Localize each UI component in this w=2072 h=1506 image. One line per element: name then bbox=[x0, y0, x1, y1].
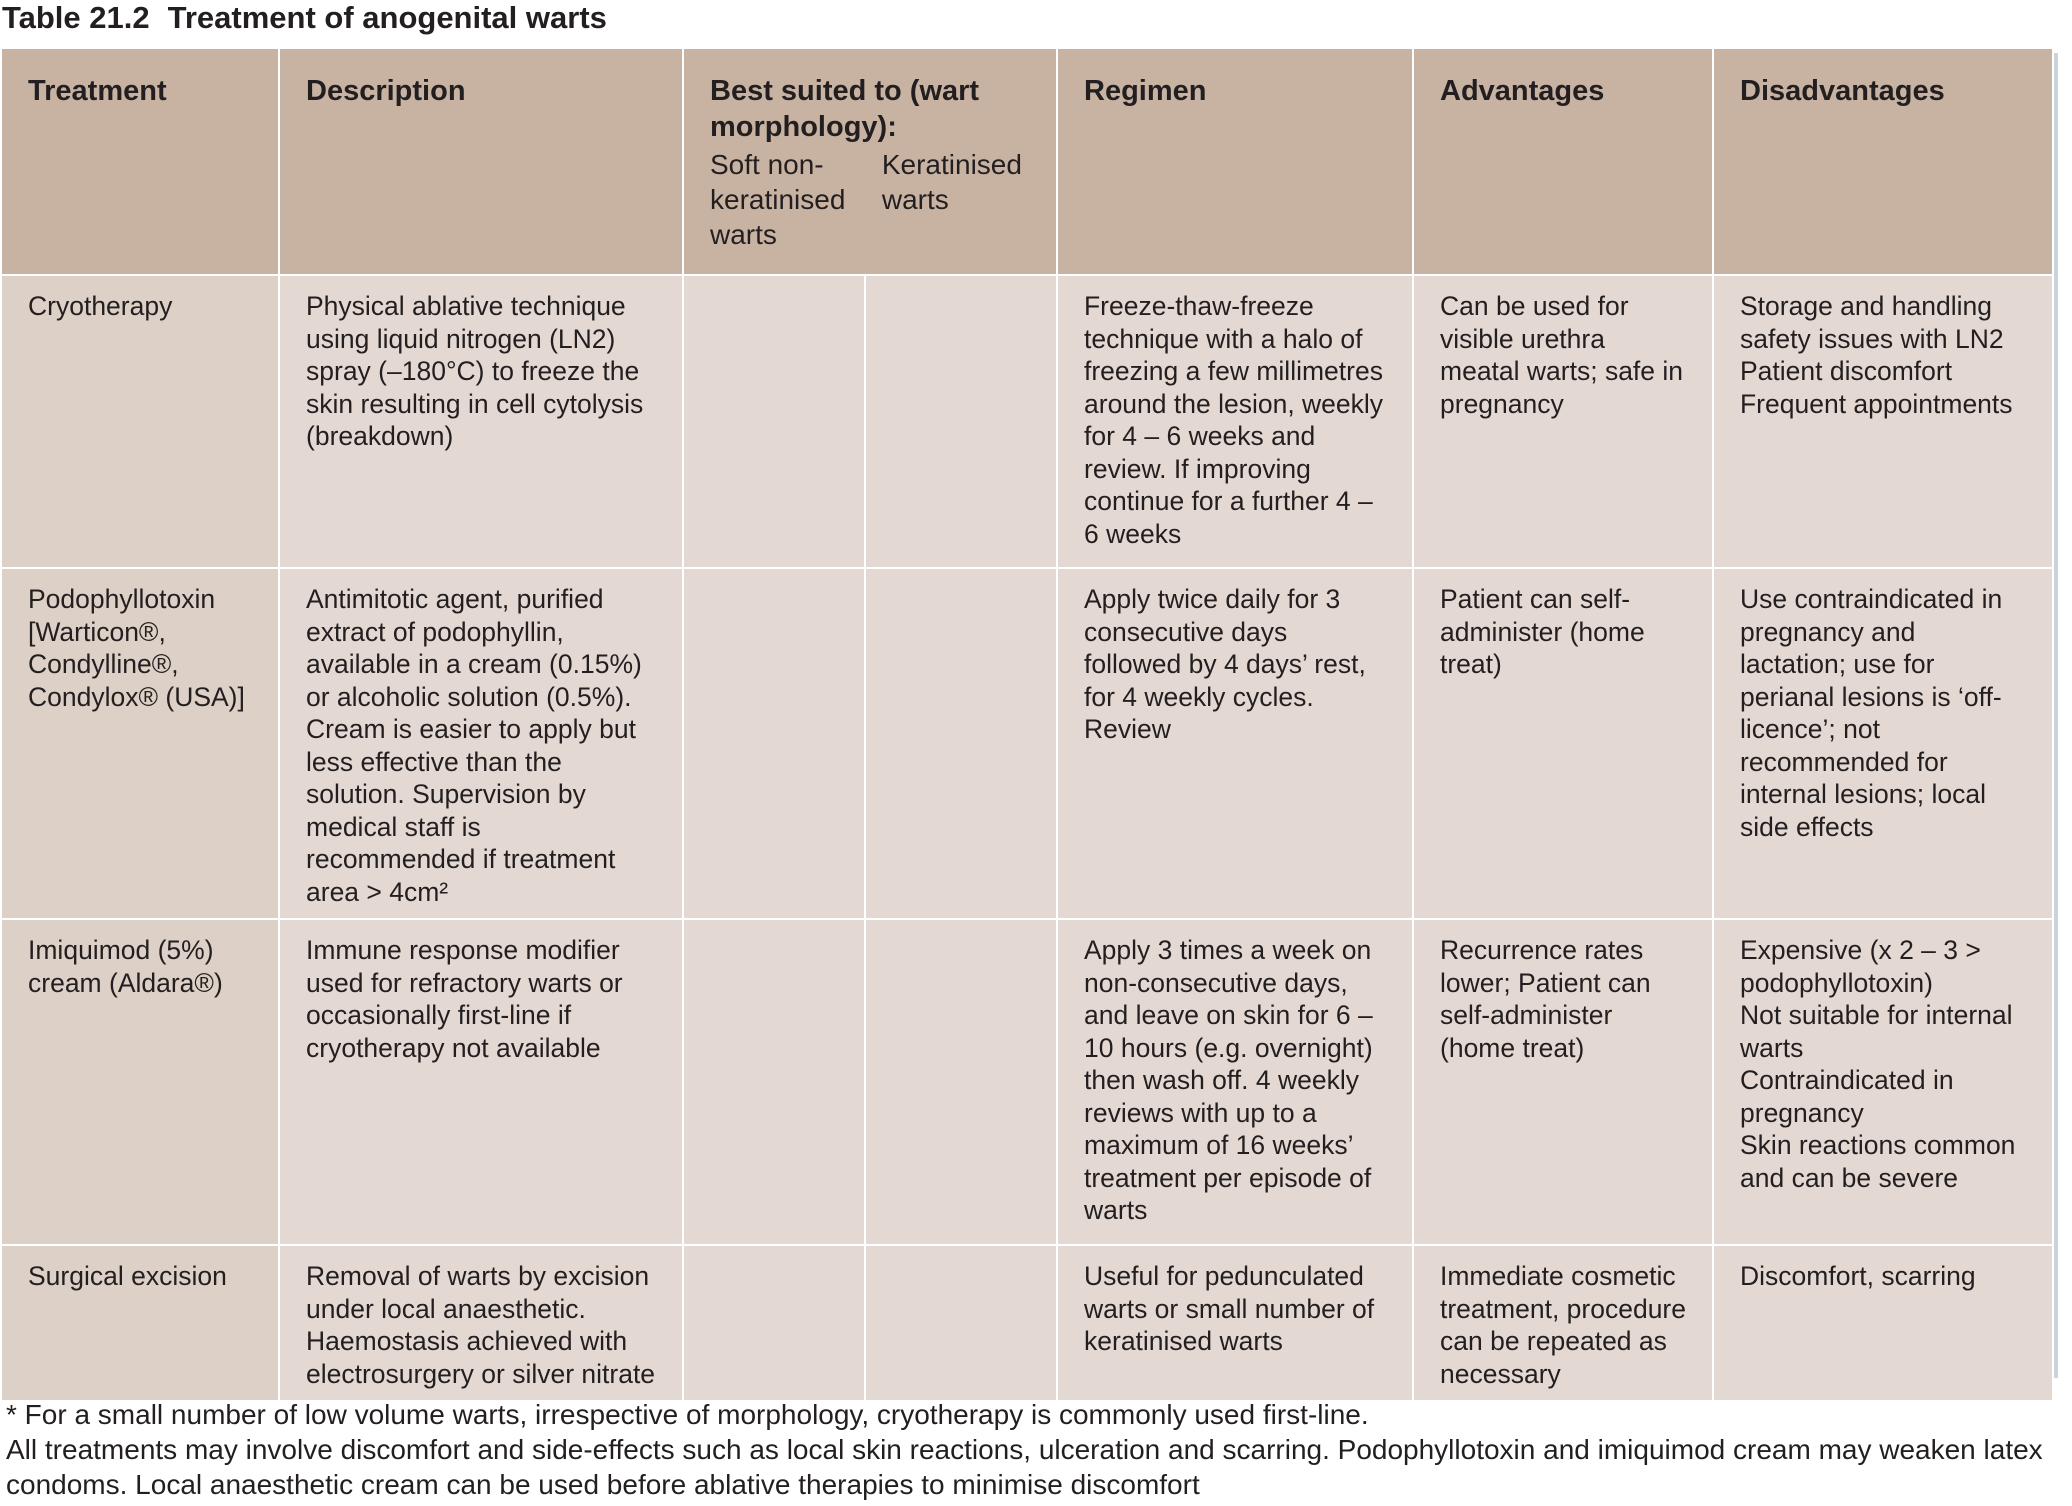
table-row-podophyllotoxin bbox=[1, 568, 2053, 919]
header-advantages: Advantages bbox=[1413, 48, 1713, 275]
cell-description: Antimitotic agent, purified extract of podophyllin, available in a cream (0.15%) or alcoholic solution (0.5%). Cream is easier to apply but less effective than the solution. Supervision by medical staff is recommended if treatment area > 4cm² bbox=[279, 568, 683, 919]
cell-keratinised bbox=[865, 275, 1057, 568]
cell-regimen: Useful for pedunculated warts or small number of keratinised warts bbox=[1057, 1245, 1413, 1401]
table-number: Table 21.2 bbox=[2, 0, 150, 35]
cell-regimen: Apply 3 times a week on non-consecutive days, and leave on skin for 6 – 10 hours (e.g. overnight) then wash off. 4 weekly reviews with up to a maximum of 16 weeks’ treatment per episode of warts bbox=[1057, 919, 1413, 1245]
cell-description: Physical ablative technique using liquid nitrogen (LN2) spray (–180°C) to freeze the skin resulting in cell cytolysis (breakdown) bbox=[279, 275, 683, 568]
table-caption bbox=[2, 0, 607, 36]
cell-soft bbox=[683, 275, 865, 568]
cell-disadvantages: Expensive (x 2 – 3 > podophyllotoxin) Not suitable for internal warts Contraindicated in pregnancy Skin reactions common and can be severe bbox=[1713, 919, 2053, 1245]
table-title: Treatment of anogenital warts bbox=[167, 0, 607, 35]
cell-keratinised bbox=[865, 919, 1057, 1245]
cell-regimen: Apply twice daily for 3 consecutive days followed by 4 days’ rest, for 4 weekly cycles. Review bbox=[1057, 568, 1413, 919]
cell-advantages: Patient can self-administer (home treat) bbox=[1413, 568, 1713, 919]
cell-soft bbox=[683, 1245, 865, 1401]
cell-disadvantages: Discomfort, scarring bbox=[1713, 1245, 2053, 1401]
header-soft-non-keratinised: Soft non-keratinised warts bbox=[710, 149, 846, 250]
header-description: Description bbox=[279, 48, 683, 275]
header-disadvantages: Disadvantages bbox=[1713, 48, 2053, 275]
footnote-asterisk: * For a small number of low volume warts, irrespective of morphology, cryotherapy is commonly used first-line. bbox=[6, 1399, 1369, 1430]
header-best-suited-label: Best suited to (wart morphology): bbox=[710, 75, 980, 143]
footnote-general: All treatments may involve discomfort and side-effects such as local skin reactions, ulceration and scarring. Podophyllotoxin and imiquimod cream may weaken latex condoms. Local anaesthetic cream can be used before ablative therapies to minimise discomfort bbox=[6, 1434, 2043, 1500]
treatment-table-container bbox=[0, 47, 2052, 1389]
cell-advantages: Immediate cosmetic treatment, procedure can be repeated as necessary bbox=[1413, 1245, 1713, 1401]
cell-treatment: Surgical excision bbox=[1, 1245, 279, 1401]
table-row-surgical-excision bbox=[1, 1245, 2053, 1401]
cell-soft bbox=[683, 919, 865, 1245]
table-row-cryotherapy bbox=[1, 275, 2053, 568]
treatment-table bbox=[0, 47, 2054, 1402]
cell-treatment: Cryotherapy bbox=[1, 275, 279, 568]
header-keratinised: Keratinised warts bbox=[881, 149, 1022, 215]
cell-description: Immune response modifier used for refractory warts or occasionally first-line if cryotherapy not available bbox=[279, 919, 683, 1245]
cell-disadvantages: Use contraindicated in pregnancy and lactation; use for perianal lesions is ‘off-licence’; not recommended for internal lesions; local side effects bbox=[1713, 568, 2053, 919]
header-regimen: Regimen bbox=[1057, 48, 1413, 275]
table-row-imiquimod bbox=[1, 919, 2053, 1245]
cell-disadvantages: Storage and handling safety issues with LN2 Patient discomfort Frequent appointments bbox=[1713, 275, 2053, 568]
cell-keratinised bbox=[865, 1245, 1057, 1401]
cell-treatment: Imiquimod (5%) cream (Aldara®) bbox=[1, 919, 279, 1245]
cell-advantages: Can be used for visible urethra meatal warts; safe in pregnancy bbox=[1413, 275, 1713, 568]
header-treatment: Treatment bbox=[1, 48, 279, 275]
cell-regimen: Freeze-thaw-freeze technique with a halo of freezing a few millimetres around the lesion, weekly for 4 – 6 weeks and review. If improving continue for a further 4 – 6 weeks bbox=[1057, 275, 1413, 568]
cell-keratinised bbox=[865, 568, 1057, 919]
header-best-suited bbox=[683, 48, 1057, 275]
cell-soft bbox=[683, 568, 865, 919]
cell-advantages: Recurrence rates lower; Patient can self-administer (home treat) bbox=[1413, 919, 1713, 1245]
cell-description: Removal of warts by excision under local anaesthetic. Haemostasis achieved with electrosurgery or silver nitrate bbox=[279, 1245, 683, 1401]
cell-treatment: Podophyllotoxin [Warticon®, Condylline®, Condylox® (USA)] bbox=[1, 568, 279, 919]
